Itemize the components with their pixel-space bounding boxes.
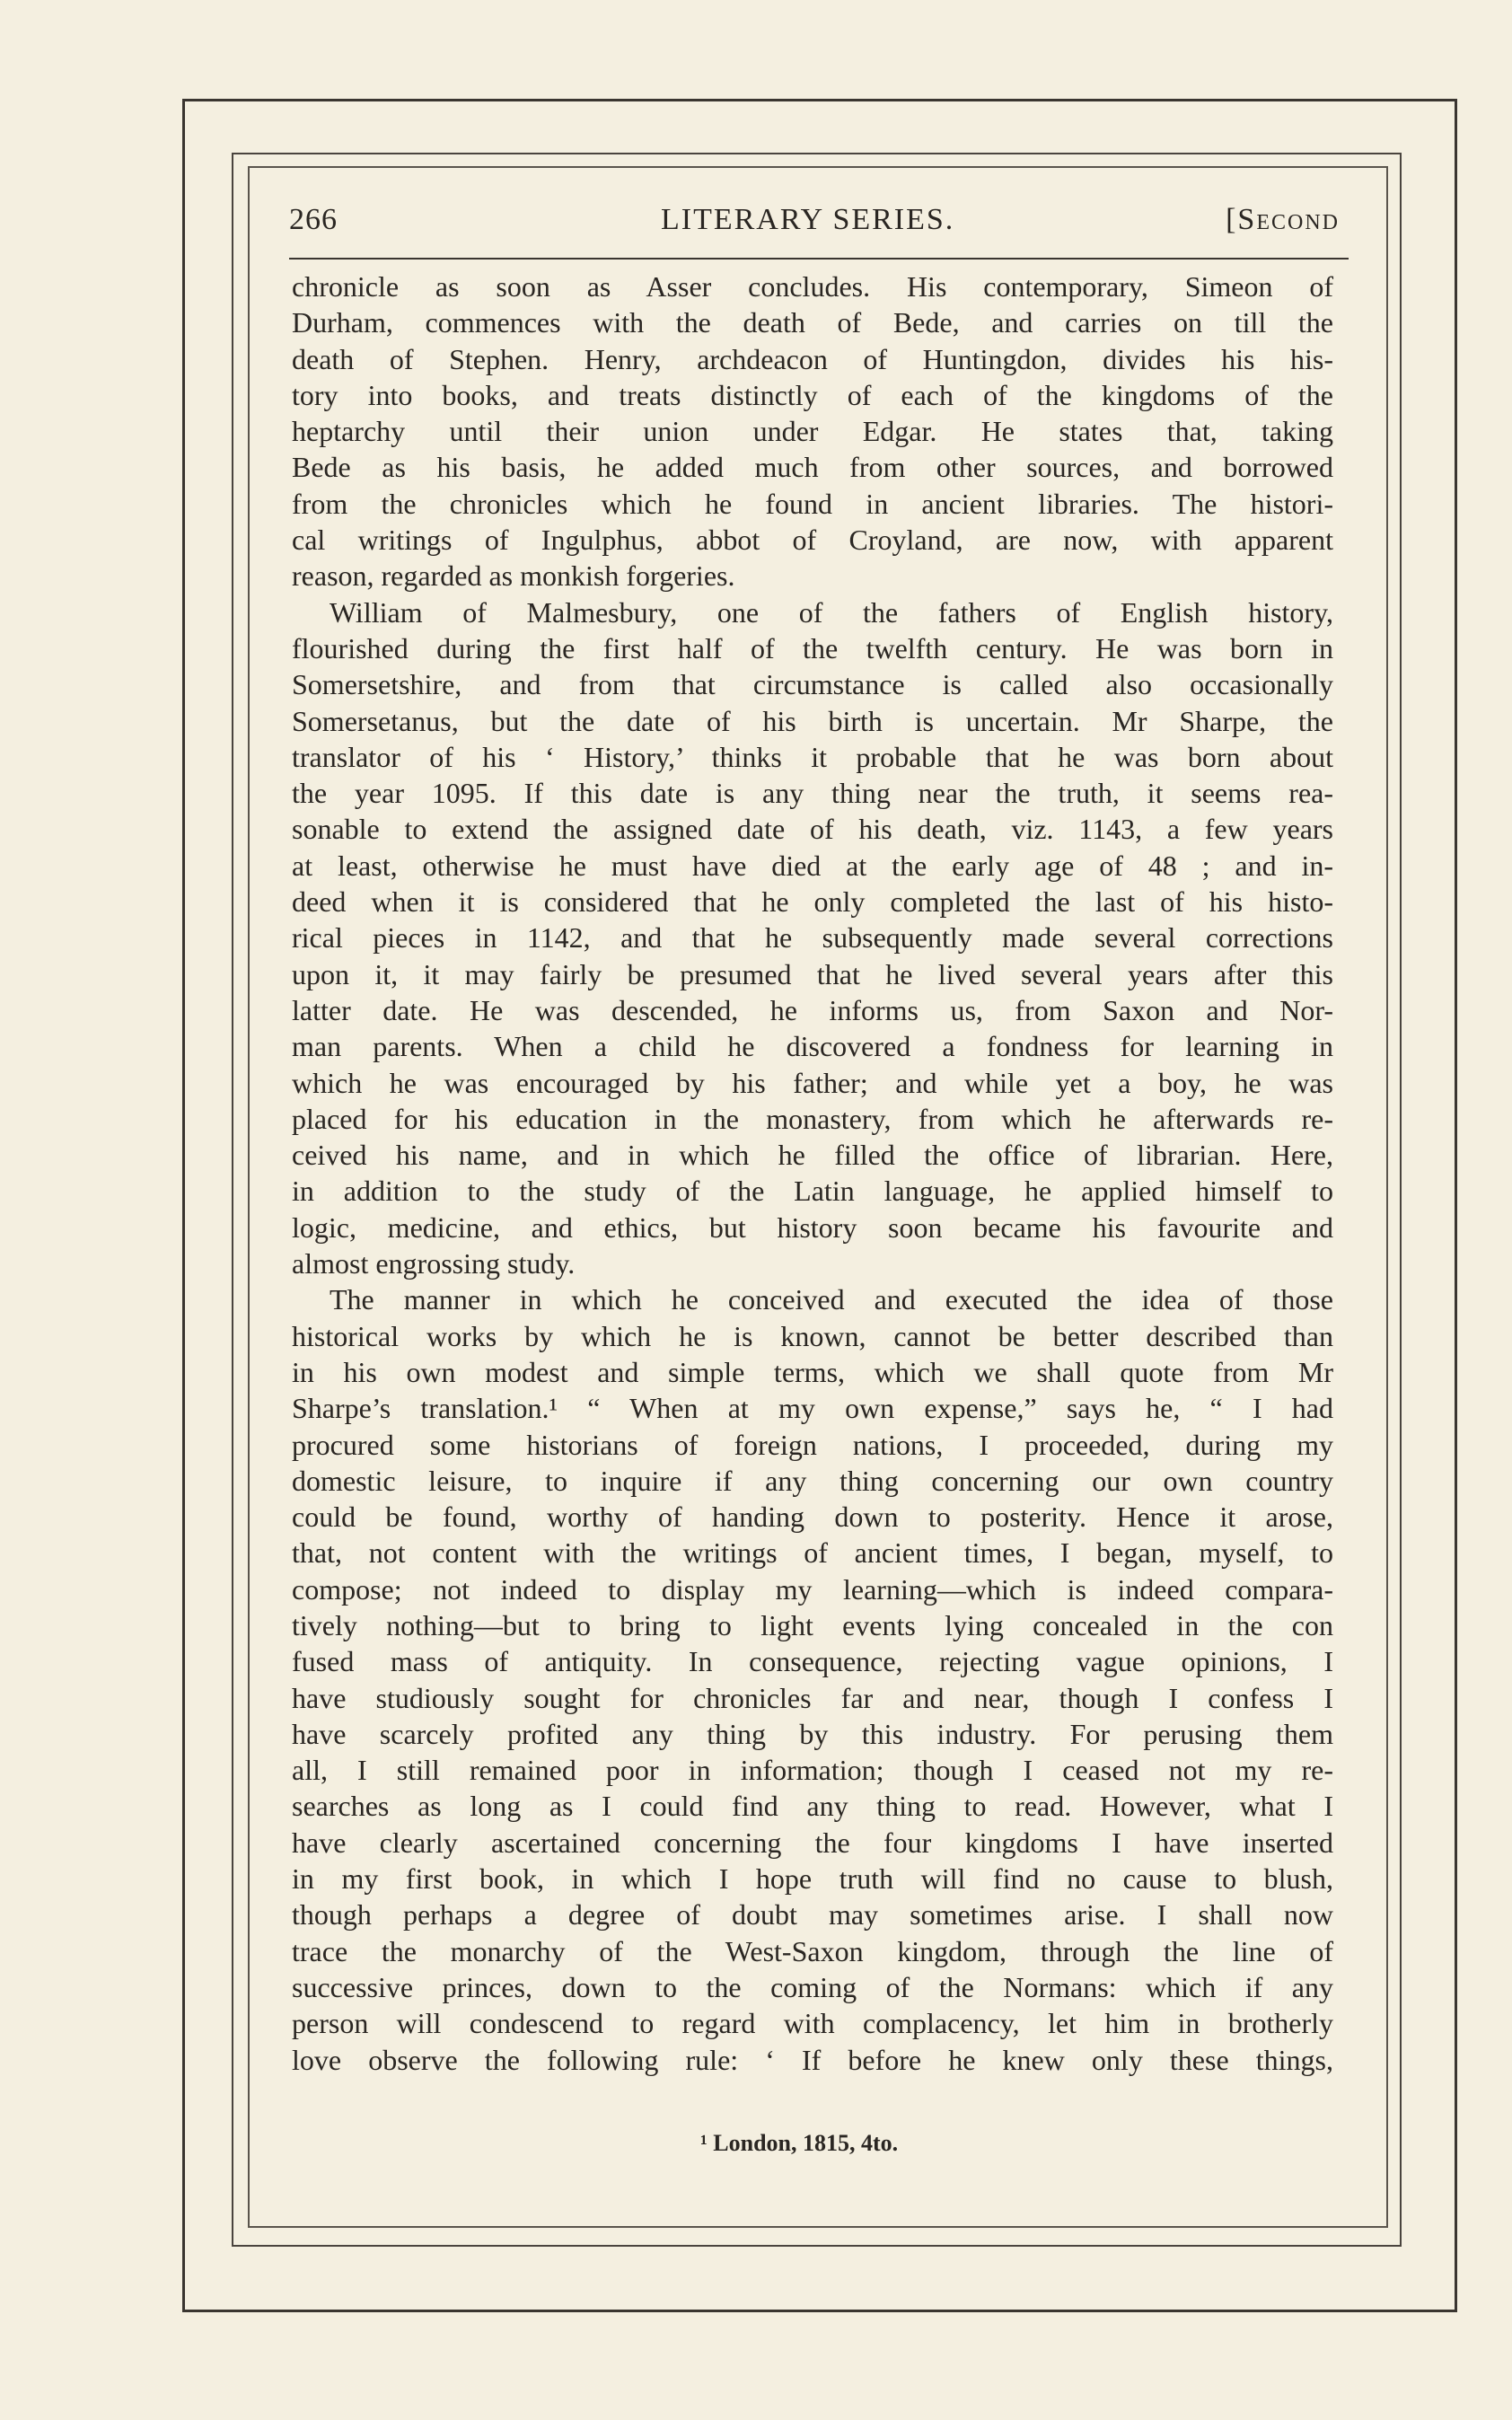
text-line: Sharpe’s translation.¹ “ When at my own expense,” says he, “ I had	[292, 1392, 1333, 1425]
text-line: logic, medicine, and ethics, but history soon became his favourite and	[292, 1210, 1333, 1244]
text-line: William of Malmesbury, one of the fathers of English history,	[330, 595, 1333, 629]
text-line: tory into books, and treats distinctly of each of the kingdoms of the	[292, 378, 1333, 411]
text-line: in his own modest and simple terms, which we shall quote from Mr	[292, 1355, 1333, 1388]
text-line: chronicle as soon as Asser concludes. His contemporary, Simeon of	[292, 270, 1333, 303]
running-title: LITERARY SERIES.	[661, 203, 955, 236]
text-line: heptarchy until their union under Edgar. He states that, taking	[292, 415, 1333, 448]
text-line: rical pieces in 1142, and that he subsequently made several corrections	[292, 921, 1333, 955]
text-line: Durham, commences with the death of Bede, and carries on till the	[292, 306, 1333, 339]
text-line: searches as long as I could find any thing to read. However, what I	[292, 1790, 1333, 1823]
text-line: The manner in which he conceived and executed the idea of those	[330, 1283, 1333, 1316]
text-line: Somersetshire, and from that circumstance is called also occasionally	[292, 668, 1333, 701]
text-line: could be found, worthy of handing down to posterity. Hence it arose,	[292, 1500, 1333, 1534]
text-line: Somersetanus, but the date of his birth is uncertain. Mr Sharpe, the	[292, 704, 1333, 737]
text-line: man parents. When a child he discovered a fondness for learning in	[292, 1030, 1333, 1063]
text-line: reason, regarded as monkish forgeries.	[292, 559, 735, 593]
text-line: in addition to the study of the Latin language, he applied himself to	[292, 1175, 1333, 1208]
header-rule	[289, 258, 1349, 260]
text-line: fused mass of antiquity. In consequence, rejecting vague opinions, I	[292, 1645, 1333, 1678]
text-line: that, not content with the writings of ancient times, I began, myself, to	[292, 1536, 1333, 1570]
text-line: cal writings of Ingulphus, abbot of Croyland, are now, with apparent	[292, 524, 1333, 557]
text-line: though perhaps a degree of doubt may sometimes arise. I shall now	[292, 1898, 1333, 1932]
text-line: domestic leisure, to inquire if any thing concerning our own country	[292, 1464, 1333, 1497]
text-line: in my first book, in which I hope truth will find no cause to blush,	[292, 1862, 1333, 1896]
text-line: translator of his ‘ History,’ thinks it probable that he was born about	[292, 740, 1333, 773]
text-line: person will condescend to regard with complacency, let him in brotherly	[292, 2007, 1333, 2040]
text-line: historical works by which he is known, cannot be better described than	[292, 1319, 1333, 1352]
text-line: deed when it is considered that he only completed the last of his histo-	[292, 885, 1333, 919]
text-line: Bede as his basis, he added much from other sources, and borrowed	[292, 451, 1333, 484]
page-header	[289, 203, 1340, 248]
text-line: almost engrossing study.	[292, 1247, 576, 1280]
text-line: flourished during the first half of the twelfth century. He was born in	[292, 631, 1333, 664]
text-line: trace the monarchy of the West-Saxon kingdom, through the line of	[292, 1934, 1333, 1967]
text-line: have clearly ascertained concerning the four kingdoms I have inserted	[292, 1826, 1333, 1859]
text-line: sonable to extend the assigned date of his death, viz. 1143, a few years	[292, 813, 1333, 846]
text-line: successive princes, down to the coming of the Normans: which if any	[292, 1970, 1333, 2003]
page-number: 266	[289, 203, 338, 236]
body-text	[292, 268, 1333, 2078]
text-line: have scarcely profited any thing by this industry. For perusing them	[292, 1717, 1333, 1750]
text-line: placed for his education in the monastery, from which he afterwards re-	[292, 1102, 1333, 1135]
text-line: compose; not indeed to display my learning—which is indeed compara-	[292, 1572, 1333, 1606]
text-line: love observe the following rule: ‘ If before he knew only these things,	[292, 2043, 1333, 2076]
text-line: at least, otherwise he must have died at the early age of 48 ; and in-	[292, 849, 1333, 882]
text-line: latter date. He was descended, he informs us, from Saxon and Nor-	[292, 993, 1333, 1026]
text-line: tively nothing—but to bring to light events lying concealed in the con	[292, 1608, 1333, 1641]
text-line: upon it, it may fairly be presumed that he lived several years after this	[292, 957, 1333, 990]
text-line: from the chronicles which he found in ancient libraries. The histori-	[292, 487, 1333, 520]
text-line: death of Stephen. Henry, archdeacon of Huntingdon, divides his his-	[292, 342, 1333, 375]
section-label: [Second	[1226, 203, 1340, 236]
footnote: ¹ London, 1815, 4to.	[700, 2130, 899, 2156]
text-line: all, I still remained poor in information; though I ceased not my re-	[292, 1754, 1333, 1787]
text-line: the year 1095. If this date is any thing near the truth, it seems rea-	[292, 777, 1333, 810]
text-line: which he was encouraged by his father; and while yet a boy, he was	[292, 1066, 1333, 1099]
text-line: have studiously sought for chronicles far and near, though I confess I	[292, 1681, 1333, 1714]
text-line: ceived his name, and in which he filled the office of librarian. Here,	[292, 1139, 1333, 1172]
text-line: procured some historians of foreign nations, I proceeded, during my	[292, 1428, 1333, 1461]
